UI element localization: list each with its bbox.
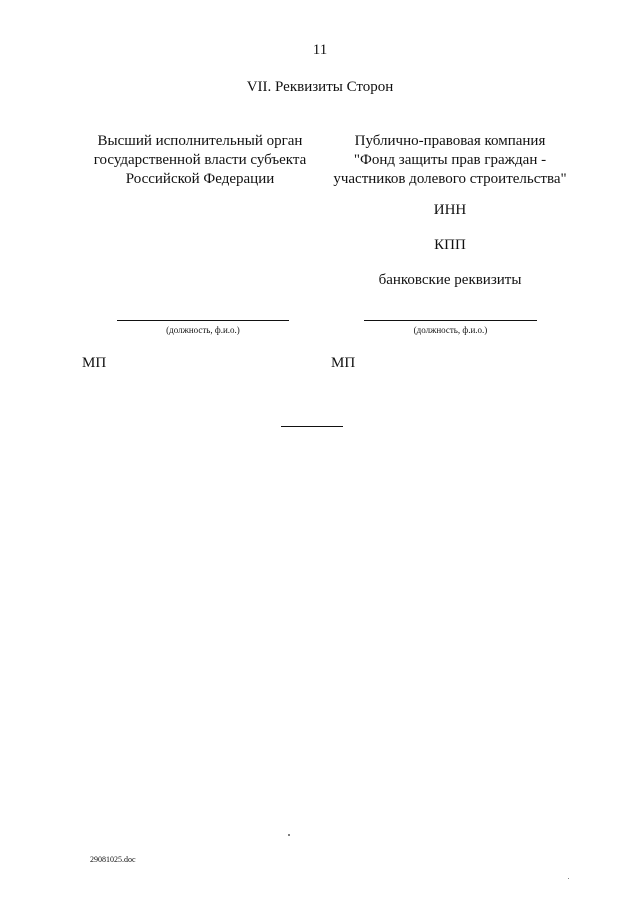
kpp-label: КПП (434, 237, 466, 253)
seal-mark-left: МП (82, 355, 107, 371)
party-right-line: "Фонд защиты прав граждан - (353, 152, 547, 168)
party-right-line: Публично-правовая компания (354, 133, 546, 149)
signature-caption-left: (должность, ф.и.о.) (166, 325, 240, 335)
party-right-block (312, 132, 588, 189)
party-left-line: государственной власти субъекта (93, 152, 307, 168)
party-left-block (62, 132, 338, 189)
page-number: 11 (312, 42, 328, 58)
signature-line-right (364, 320, 537, 321)
scan-speck (568, 878, 569, 879)
end-rule (281, 426, 343, 427)
inn-label: ИНН (433, 202, 467, 218)
seal-mark-right: МП (331, 355, 356, 371)
party-right-line: участников долевого строительства" (333, 171, 567, 187)
bank-details-label: банковские реквизиты (378, 272, 522, 288)
party-left-line: Российской Федерации (125, 171, 275, 187)
party-left-line: Высший исполнительный орган (97, 133, 303, 149)
signature-line-left (117, 320, 289, 321)
file-reference: 29081025.doc (90, 855, 136, 864)
scan-speck (288, 834, 290, 836)
section-title: VII. Реквизиты Сторон (246, 79, 394, 95)
signature-caption-right: (должность, ф.и.о.) (413, 325, 488, 335)
